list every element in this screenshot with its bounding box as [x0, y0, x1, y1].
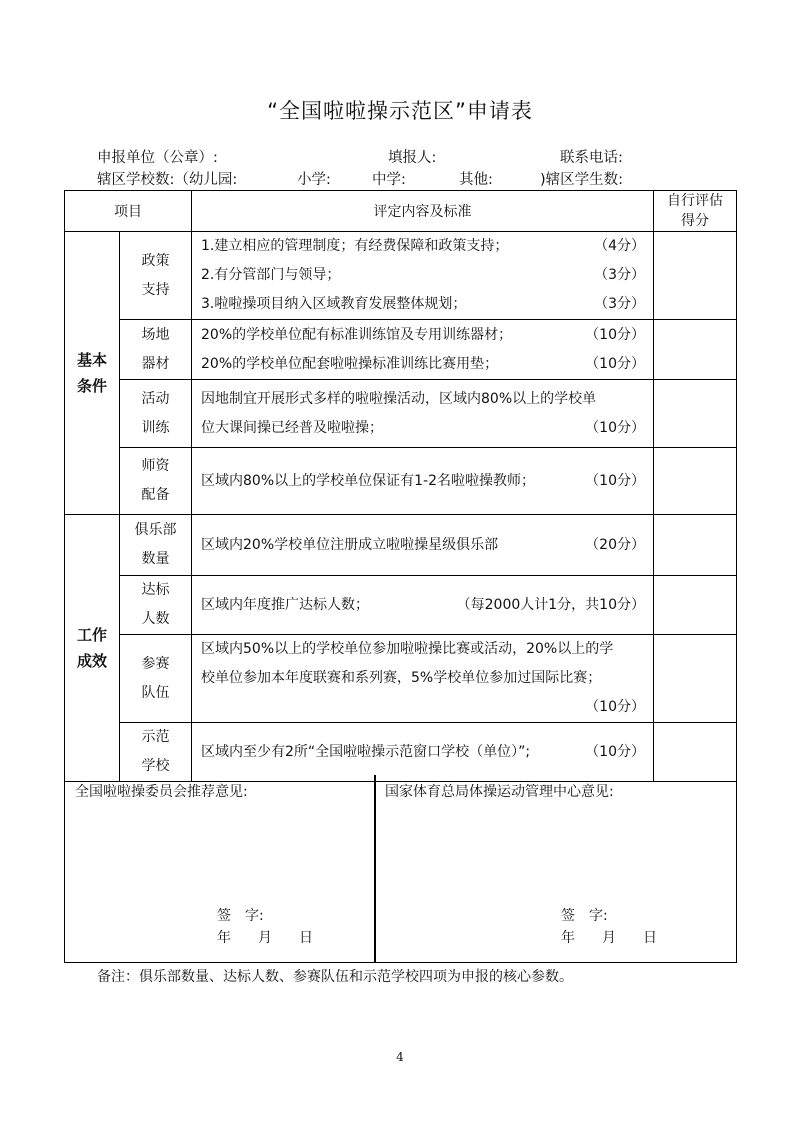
center-date-day: 日	[643, 930, 657, 946]
sub-label-line1: 俱乐部	[134, 522, 177, 538]
sub-label-line2: 数量	[141, 551, 170, 567]
content-qualified-count	[192, 576, 654, 635]
phone-label: 联系电话:	[560, 150, 623, 166]
center-date-year: 年	[561, 930, 575, 946]
criterion-line: 区域内50%以上的学校单位参加啦啦操比赛或活动，20%以上的学	[201, 641, 614, 657]
group-work-line2: 成效	[76, 652, 107, 670]
footnote: 备注：俱乐部数量、达标人数、参赛队伍和示范学校四项为申报的核心参数。	[97, 969, 573, 985]
center-date-month: 月	[602, 930, 616, 946]
committee-sign-label: 签 字:	[217, 908, 264, 924]
middle-label: 中学:	[372, 172, 406, 188]
sub-club-count	[120, 515, 192, 576]
header-content: 评定内容及标准	[192, 191, 654, 232]
group-basic-conditions	[65, 232, 120, 515]
sub-label-line2: 支持	[141, 281, 170, 298]
page-number: 4	[396, 1050, 404, 1064]
content-competing-teams	[192, 635, 654, 723]
sub-label-line1: 师资	[141, 458, 170, 474]
criterion-line: 区域内80%以上的学校单位保证有1-2名啦啦操教师； （10分）	[201, 472, 645, 489]
criterion-line: 位大课间操已经普及啦啦操； （10分）	[201, 419, 645, 436]
unit-label: 申报单位（公章）:	[97, 150, 218, 166]
header-item: 项目	[65, 191, 192, 232]
criterion-line: 1.建立相应的管理制度；有经费保障和政策支持； （4分）	[201, 238, 645, 254]
criterion-points: （10分）	[585, 699, 645, 715]
score-cell-demo-schools[interactable]	[654, 723, 737, 782]
sub-label-line2: 队伍	[141, 684, 170, 701]
sub-label-line1: 活动	[141, 390, 170, 407]
sub-label-line1: 参赛	[141, 655, 170, 672]
content-policy-support	[192, 232, 654, 320]
application-table	[64, 190, 737, 782]
center-sign-label: 签 字:	[561, 908, 608, 924]
sub-label-line1: 达标	[141, 582, 170, 598]
sub-label-line2: 器材	[141, 355, 170, 372]
group-work-results	[65, 515, 120, 782]
header-self-score-line1: 自行评估	[667, 193, 723, 209]
score-cell-teachers[interactable]	[654, 448, 737, 515]
sub-label-line2: 学校	[141, 758, 170, 774]
sub-policy-support	[120, 232, 192, 320]
sub-competing-teams	[120, 635, 192, 723]
criterion-line: 3.啦啦操项目纳入区域教育发展整体规划； （3分）	[201, 296, 645, 312]
center-opinion-title: 国家体育总局体操运动管理中心意见:	[385, 784, 614, 800]
committee-date-day: 日	[299, 930, 313, 946]
content-club-count	[192, 515, 654, 576]
center-opinion-box[interactable]	[374, 775, 737, 963]
committee-opinion-title: 全国啦啦操委员会推荐意见:	[75, 784, 248, 800]
content-venue-equipment	[192, 320, 654, 380]
committee-date-month: 月	[258, 930, 272, 946]
header-self-score-line2: 得分	[681, 213, 709, 229]
content-activity-training	[192, 380, 654, 448]
score-cell-activity-training[interactable]	[654, 380, 737, 448]
score-cell-policy-support[interactable]	[654, 232, 737, 320]
sub-label-line2: 配备	[141, 487, 170, 503]
sub-label-line2: 人数	[141, 611, 170, 627]
group-basic-line2: 条件	[76, 377, 107, 395]
other-label: 其他:	[459, 172, 493, 188]
sub-label-line2: 训练	[141, 419, 170, 436]
header-self-score	[654, 191, 737, 232]
sub-label-line1: 政策	[141, 252, 170, 269]
primary-label: 小学:	[297, 172, 331, 188]
group-work-line1: 工作	[76, 626, 107, 644]
sub-activity-training	[120, 380, 192, 448]
criterion-line: 20%的学校单位配有标准训练馆及专用训练器材； （10分）	[201, 326, 645, 343]
content-teachers	[192, 448, 654, 515]
criterion-line: 校单位参加本年度联赛和系列赛，5%学校单位参加过国际比赛；	[201, 670, 602, 686]
schools-label: 辖区学校数:（幼儿园:	[97, 172, 238, 188]
sub-demo-schools	[120, 723, 192, 782]
sub-qualified-count	[120, 576, 192, 635]
criterion-line: 区域内20%学校单位注册成立啦啦操星级俱乐部 （20分）	[201, 536, 645, 553]
sub-teachers	[120, 448, 192, 515]
filler-label: 填报人:	[388, 150, 437, 166]
group-basic-line1: 基本	[76, 351, 107, 369]
score-cell-qualified-count[interactable]	[654, 576, 737, 635]
sub-venue-equipment	[120, 320, 192, 380]
criterion-line: 区域内至少有2所“全国啦啦操示范窗口学校（单位）”; （10分）	[201, 743, 645, 760]
criterion-line: 20%的学校单位配套啦啦操标准训练比赛用垫； （10分）	[201, 355, 645, 372]
sub-label-line1: 场地	[141, 326, 170, 343]
criterion-line: 2.有分管部门与领导； （3分）	[201, 267, 645, 283]
criterion-line: 因地制宜开展形式多样的啦啦操活动，区域内80%以上的学校单	[201, 390, 597, 407]
form-title: “全国啦啦操示范区”申请表	[267, 99, 533, 123]
content-demo-schools	[192, 723, 654, 782]
score-cell-venue-equipment[interactable]	[654, 320, 737, 380]
score-cell-club-count[interactable]	[654, 515, 737, 576]
score-cell-competing-teams[interactable]	[654, 635, 737, 723]
criterion-line: 区域内年度推广达标人数； （每2000人计1分，共10分）	[201, 596, 645, 613]
students-label: )辖区学生数:	[540, 172, 624, 188]
committee-date-year: 年	[217, 930, 231, 946]
committee-opinion-box[interactable]	[64, 775, 376, 963]
sub-label-line1: 示范	[141, 729, 170, 745]
